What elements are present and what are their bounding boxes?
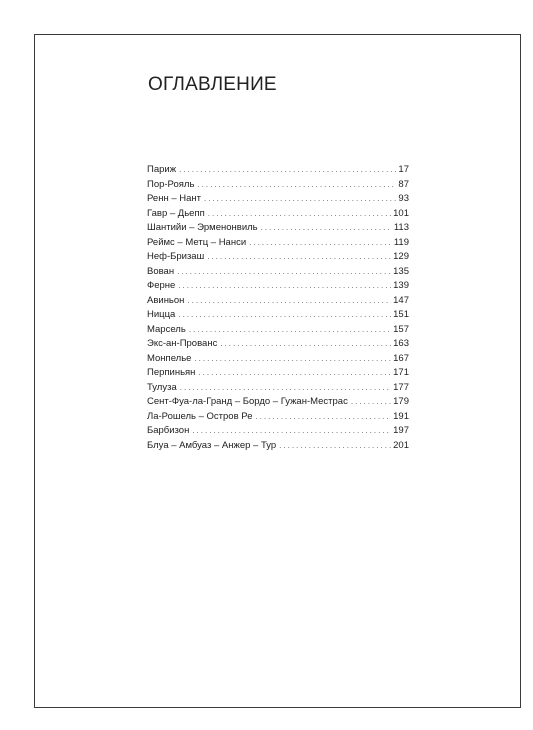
toc-entry xyxy=(147,250,409,265)
toc-entry xyxy=(147,163,409,178)
toc-entry-label: Ренн – Нант xyxy=(147,193,201,204)
toc-entry-page: 129 xyxy=(393,251,409,262)
toc-entry xyxy=(147,424,409,439)
toc-entry xyxy=(147,366,409,381)
toc-entry-label: Шантийи – Эрменонвиль xyxy=(147,222,258,233)
toc-leader-dots xyxy=(198,366,391,381)
toc-entry-label: Ла-Рошель – Остров Ре xyxy=(147,410,253,422)
toc-entry-label: Блуа – Амбуаз – Анжер – Тур xyxy=(147,439,277,451)
toc-entry xyxy=(147,439,409,454)
toc-entry xyxy=(147,207,409,222)
toc-leader-dots xyxy=(178,279,391,294)
toc-entry-label: Марсель xyxy=(147,323,186,335)
toc-entry-label: Барбизон xyxy=(147,425,190,436)
toc-entry-label: Ницца xyxy=(147,309,176,320)
toc-list xyxy=(147,163,409,453)
toc-entry-label: Авиньон xyxy=(147,294,185,306)
toc-entry xyxy=(147,308,409,323)
toc-entry-page: 167 xyxy=(393,352,409,364)
toc-entry-label: Ферне xyxy=(147,280,176,291)
toc-entry-label: Сент-Фуа-ла-Гранд – Бордо – Гужан-Местрас xyxy=(147,396,348,407)
toc-leader-dots xyxy=(204,192,396,207)
toc-entry-page: 157 xyxy=(393,323,409,335)
toc-entry-page: 17 xyxy=(398,164,409,175)
toc-entry-label: Перпиньян xyxy=(147,367,196,378)
toc-entry xyxy=(147,352,409,367)
toc-title: ОГЛАВЛЕНИЕ xyxy=(148,74,277,95)
toc-entry xyxy=(147,337,409,352)
toc-entry-page: 163 xyxy=(393,338,409,349)
toc-entry-label: Пор-Рояль xyxy=(147,178,195,190)
toc-entry-label: Монпелье xyxy=(147,352,192,364)
toc-entry-page: 197 xyxy=(393,425,409,436)
toc-leader-dots xyxy=(207,250,391,265)
toc-entry-label: Вован xyxy=(147,265,175,277)
toc-leader-dots xyxy=(261,221,392,236)
toc-entry-page: 119 xyxy=(393,236,409,248)
toc-entry-page: 151 xyxy=(393,309,409,320)
toc-entry-label: Экс-ан-Прованс xyxy=(147,338,218,349)
toc-entry-label: Париж xyxy=(147,164,177,175)
toc-entry xyxy=(147,279,409,294)
toc-leader-dots xyxy=(220,337,391,352)
toc-entry-page: 171 xyxy=(393,367,409,378)
toc-entry-page: 87 xyxy=(398,178,409,190)
toc-leader-dots xyxy=(279,439,391,454)
toc-entry-label: Гавр – Дьепп xyxy=(147,207,205,219)
toc-entry-label: Неф-Бризаш xyxy=(147,251,205,262)
toc-leader-dots xyxy=(197,178,396,193)
toc-entry-page: 101 xyxy=(393,207,409,219)
toc-entry-page: 201 xyxy=(393,439,409,451)
toc-leader-dots xyxy=(351,395,391,410)
toc-entry xyxy=(147,395,409,410)
toc-entry-page: 139 xyxy=(393,280,409,291)
toc-entry xyxy=(147,265,409,280)
toc-entry xyxy=(147,192,409,207)
toc-leader-dots xyxy=(255,410,391,425)
toc-leader-dots xyxy=(177,265,391,280)
toc-entry xyxy=(147,178,409,193)
toc-leader-dots xyxy=(208,207,391,222)
toc-entry-label: Тулуза xyxy=(147,381,177,393)
toc-leader-dots xyxy=(189,323,391,338)
toc-entry xyxy=(147,323,409,338)
toc-entry-page: 147 xyxy=(393,294,409,306)
toc-entry xyxy=(147,236,409,251)
toc-entry xyxy=(147,381,409,396)
toc-leader-dots xyxy=(187,294,391,309)
toc-leader-dots xyxy=(179,163,396,178)
toc-entry-page: 179 xyxy=(393,396,409,407)
toc-entry-label: Реймс – Метц – Нанси xyxy=(147,236,247,248)
toc-leader-dots xyxy=(178,308,391,323)
toc-entry xyxy=(147,410,409,425)
toc-entry-page: 135 xyxy=(393,265,409,277)
toc-entry-page: 113 xyxy=(393,222,409,233)
toc-entry-page: 177 xyxy=(393,381,409,393)
toc-entry-page: 93 xyxy=(398,193,409,204)
toc-entry xyxy=(147,221,409,236)
toc-leader-dots xyxy=(192,424,391,439)
toc-entry-page: 191 xyxy=(393,410,409,422)
toc-leader-dots xyxy=(249,236,392,251)
toc-entry xyxy=(147,294,409,309)
toc-leader-dots xyxy=(180,381,391,396)
toc-leader-dots xyxy=(194,352,391,367)
